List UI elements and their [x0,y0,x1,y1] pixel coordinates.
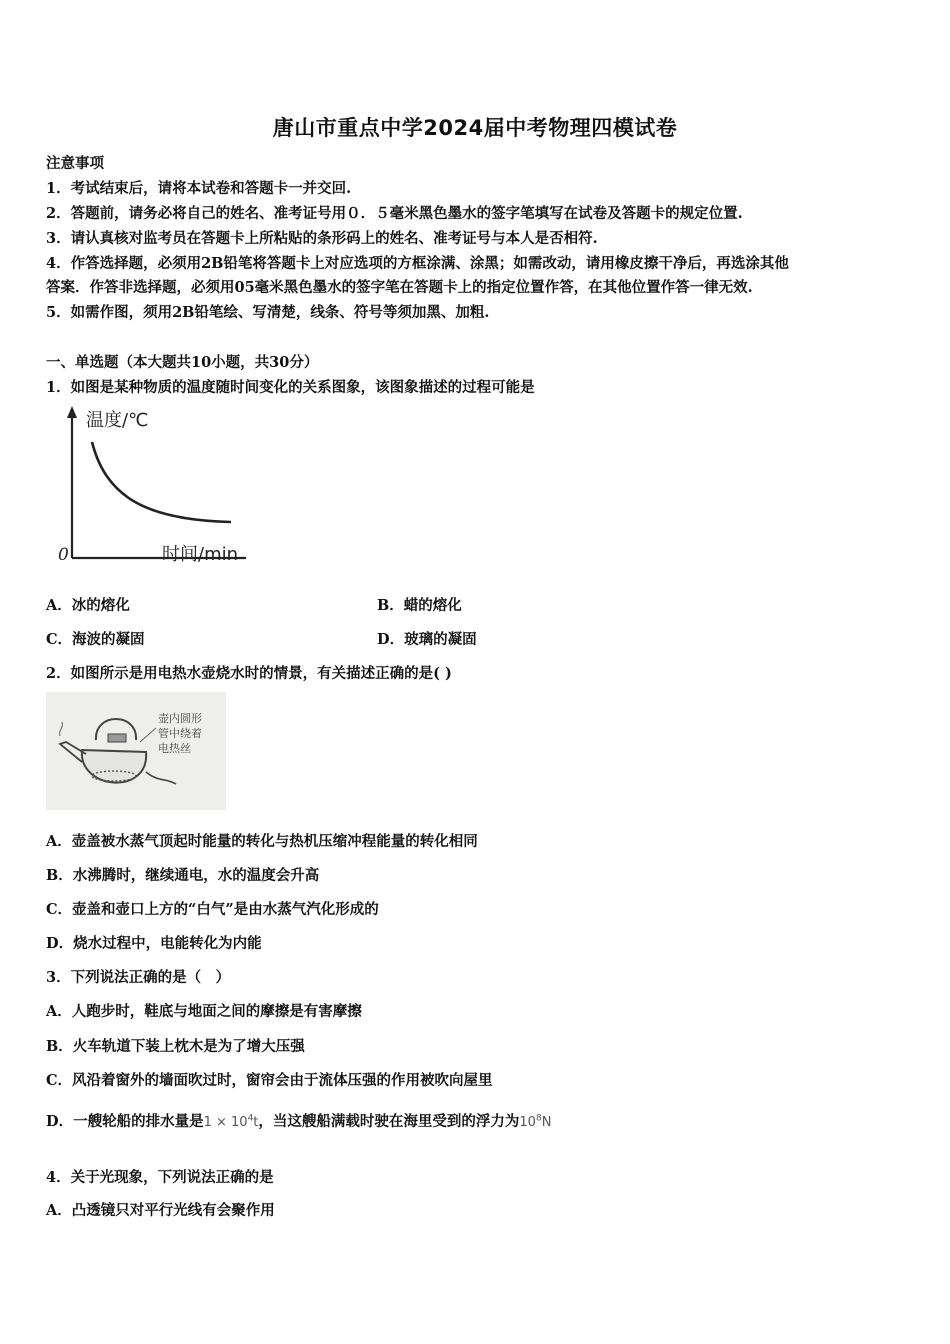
q1-option-b: B．蜡的熔化 [377,597,462,614]
section-heading: 一、单选题（本大题共10小题，共30分） [46,354,319,371]
q2-option-d: D．烧水过程中，电能转化为内能 [46,935,262,952]
temperature-time-graph [46,402,256,574]
cooling-curve [92,442,231,522]
q2-option-c: C．壶盖和壶口上方的“白气”是由水蒸气汽化形成的 [46,901,379,918]
q2-option-b: B．水沸腾时，继续通电，水的温度会升高 [46,867,320,884]
q3-option-d-prefix: D．一艘轮船的排水量是 [46,1113,204,1130]
question-2-stem: 2．如图所示是用电热水壶烧水时的情景，有关描述正确的是( ) [46,665,452,682]
page-title: 唐山市重点中学2024届中考物理四模试卷 [272,116,678,140]
q3-option-d [46,1110,551,1131]
notice-item: 4．作答选择题，必须用2B铅笔将答题卡上对应选项的方框涂满、涂黑；如需改动，请用橡皮擦干净后，再选涂其他 [46,255,789,272]
question-4-stem: 4．关于光现象，下列说法正确的是 [46,1169,274,1186]
q1-option-c: C．海波的凝固 [46,631,145,648]
q3-option-a: A．人跑步时，鞋底与地面之间的摩擦是有害摩擦 [46,1003,362,1020]
notice-item: 1．考试结束后，请将本试卷和答题卡一并交回. [46,180,352,197]
kettle-lid [108,734,126,742]
q4-option-a: A．凸透镜只对平行光线有会聚作用 [46,1202,275,1219]
figure-label-line-2: 管中绕着 [158,727,202,740]
figure-label-line-1: 壶内圆形 [158,712,202,725]
q3-option-c: C．风沿着窗外的墙面吹过时，窗帘会由于流体压强的作用被吹向屋里 [46,1072,493,1089]
question-3-stem: 3．下列说法正确的是（ ） [46,969,231,986]
buoyancy-formula: $10^8N$ [519,1113,552,1130]
notice-item: 答案．作答非选择题，必须用05毫米黑色墨水的签字笔在答题卡上的指定位置作答，在其他位置作答一律无效. [46,279,753,296]
y-axis-label: 温度/℃ [86,410,149,431]
q1-option-a: A．冰的熔化 [46,597,130,614]
q3-option-d-middle: ，当这艘船满载时驶在海里受到的浮力为 [258,1113,520,1130]
question-1-stem: 1．如图是某种物质的温度随时间变化的关系图象，该图象描述的过程可能是 [46,379,535,396]
q3-option-b: B．火车轨道下装上枕木是为了增大压强 [46,1038,305,1055]
q1-option-d: D．玻璃的凝固 [377,631,477,648]
notice-item: 5．如需作图，须用2B铅笔绘、写清楚，线条、符号等须加黑、加粗. [46,304,490,321]
electric-kettle-figure [46,692,226,810]
notice-item: 3．请认真核对监考员在答题卡上所粘贴的条形码上的姓名、准考证号与本人是否相符. [46,230,598,247]
q2-option-a: A．壶盖被水蒸气顶起时能量的转化与热机压缩冲程能量的转化相同 [46,833,478,850]
notice-item: 2．答题前，请务必将自己的姓名、准考证号用０．５毫米黑色墨水的签字笔填写在试卷及答题卡的规定位置. [46,205,743,222]
y-axis-arrow [67,406,77,418]
origin-label: 0 [58,545,69,565]
displacement-formula: $1 \times 10^4t$ [203,1113,259,1130]
notice-heading: 注意事项 [46,155,104,172]
figure-label-line-3: 电热丝 [158,742,191,755]
x-axis-label: 时间/min [162,544,239,565]
